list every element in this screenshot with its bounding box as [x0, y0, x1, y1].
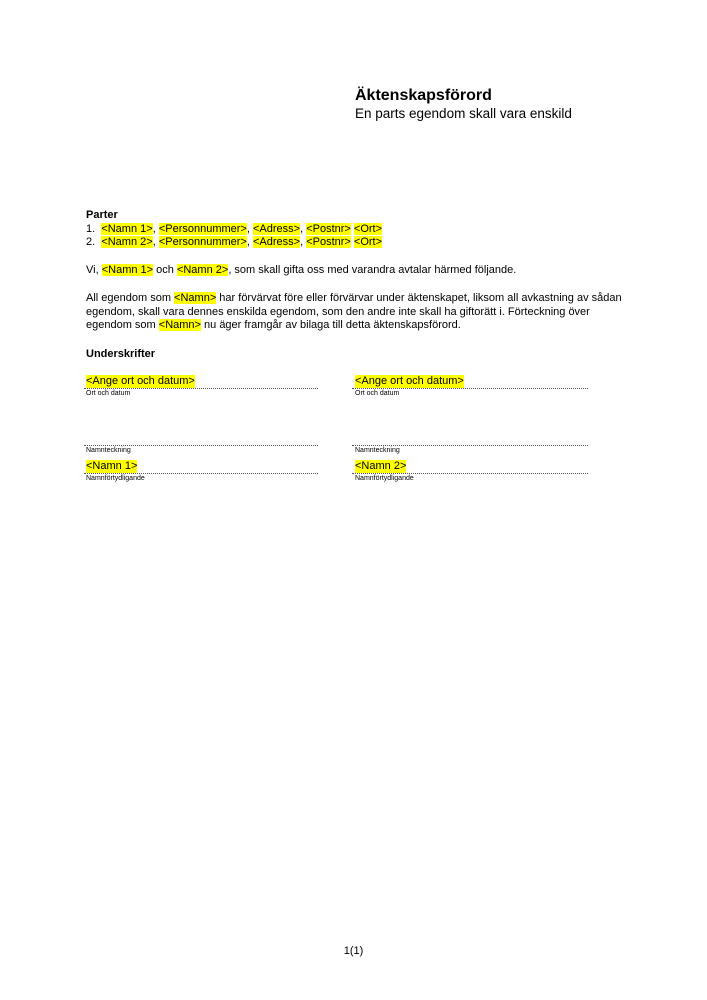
property-text: nu äger framgår av bilaga till detta äktenskapsförord.	[200, 319, 461, 331]
document-subtitle: En parts egendom skall vara enskild	[355, 106, 572, 121]
left-signature-label: Namnteckning	[86, 447, 131, 454]
property-text: All egendom som	[86, 292, 175, 304]
left-name-line	[84, 473, 318, 474]
separator: ,	[300, 223, 307, 235]
right-name-field[interactable]: <Namn 2>	[355, 460, 407, 472]
separator: ,	[152, 223, 159, 235]
right-name-line	[352, 473, 588, 474]
right-place-date-label: Ort och datum	[355, 390, 400, 397]
party-name: <Namn 1>	[101, 223, 153, 235]
right-name-label: Namnförtydligande	[355, 475, 414, 482]
left-place-date-field[interactable]: <Ange ort och datum>	[86, 375, 195, 387]
left-signature-line[interactable]	[84, 445, 318, 446]
party-zip: <Postnr>	[306, 223, 351, 235]
separator: ,	[152, 236, 159, 248]
party-address: <Adress>	[252, 223, 301, 235]
document-title: Äktenskapsförord	[355, 87, 492, 104]
party-name: <Namn 2>	[101, 236, 153, 248]
party-zip: <Postnr>	[306, 236, 351, 248]
property-name-a: <Namn>	[174, 292, 217, 304]
right-signature-label: Namnteckning	[355, 447, 400, 454]
agreement-name-2: <Namn 2>	[176, 264, 229, 276]
separator: ,	[246, 223, 253, 235]
agreement-name-1: <Namn 1>	[101, 264, 154, 276]
page-number: 1(1)	[343, 945, 364, 957]
agreement-text: och	[153, 264, 177, 276]
agreement-paragraph	[86, 264, 516, 277]
right-signature-line[interactable]	[352, 445, 588, 446]
party-address: <Adress>	[252, 236, 301, 248]
left-place-date-label: Ort och datum	[86, 390, 131, 397]
agreement-text: , som skall gifta oss med varandra avtalar härmed följande.	[228, 264, 517, 276]
property-paragraph	[86, 292, 626, 333]
party-row-1	[86, 223, 382, 236]
party-city: <Ort>	[353, 223, 383, 235]
signatures-heading: Underskrifter	[86, 348, 156, 360]
right-place-date-field[interactable]: <Ange ort och datum>	[355, 375, 464, 387]
left-name-label: Namnförtydligande	[86, 475, 145, 482]
party-number: 1.	[86, 223, 96, 235]
left-place-date-line	[84, 388, 318, 389]
property-text: har förvärvat före eller förvärvar under äktenskapet, liksom all avkastning av sådan egendom, skall vara dennes enskilda egendom, som den andre inte skall ha giftorätt i. Förteckning över egendom som	[86, 292, 622, 331]
party-city: <Ort>	[353, 236, 383, 248]
party-pnr: <Personnummer>	[158, 236, 247, 248]
party-row-2	[86, 236, 382, 249]
parties-heading: Parter	[86, 209, 118, 221]
separator: ,	[246, 236, 253, 248]
property-name-b: <Namn>	[158, 319, 201, 331]
right-place-date-line	[352, 388, 588, 389]
agreement-text: Vi,	[86, 264, 102, 276]
separator: ,	[300, 236, 307, 248]
party-number: 2.	[86, 236, 96, 248]
left-name-field[interactable]: <Namn 1>	[86, 460, 138, 472]
party-pnr: <Personnummer>	[158, 223, 247, 235]
